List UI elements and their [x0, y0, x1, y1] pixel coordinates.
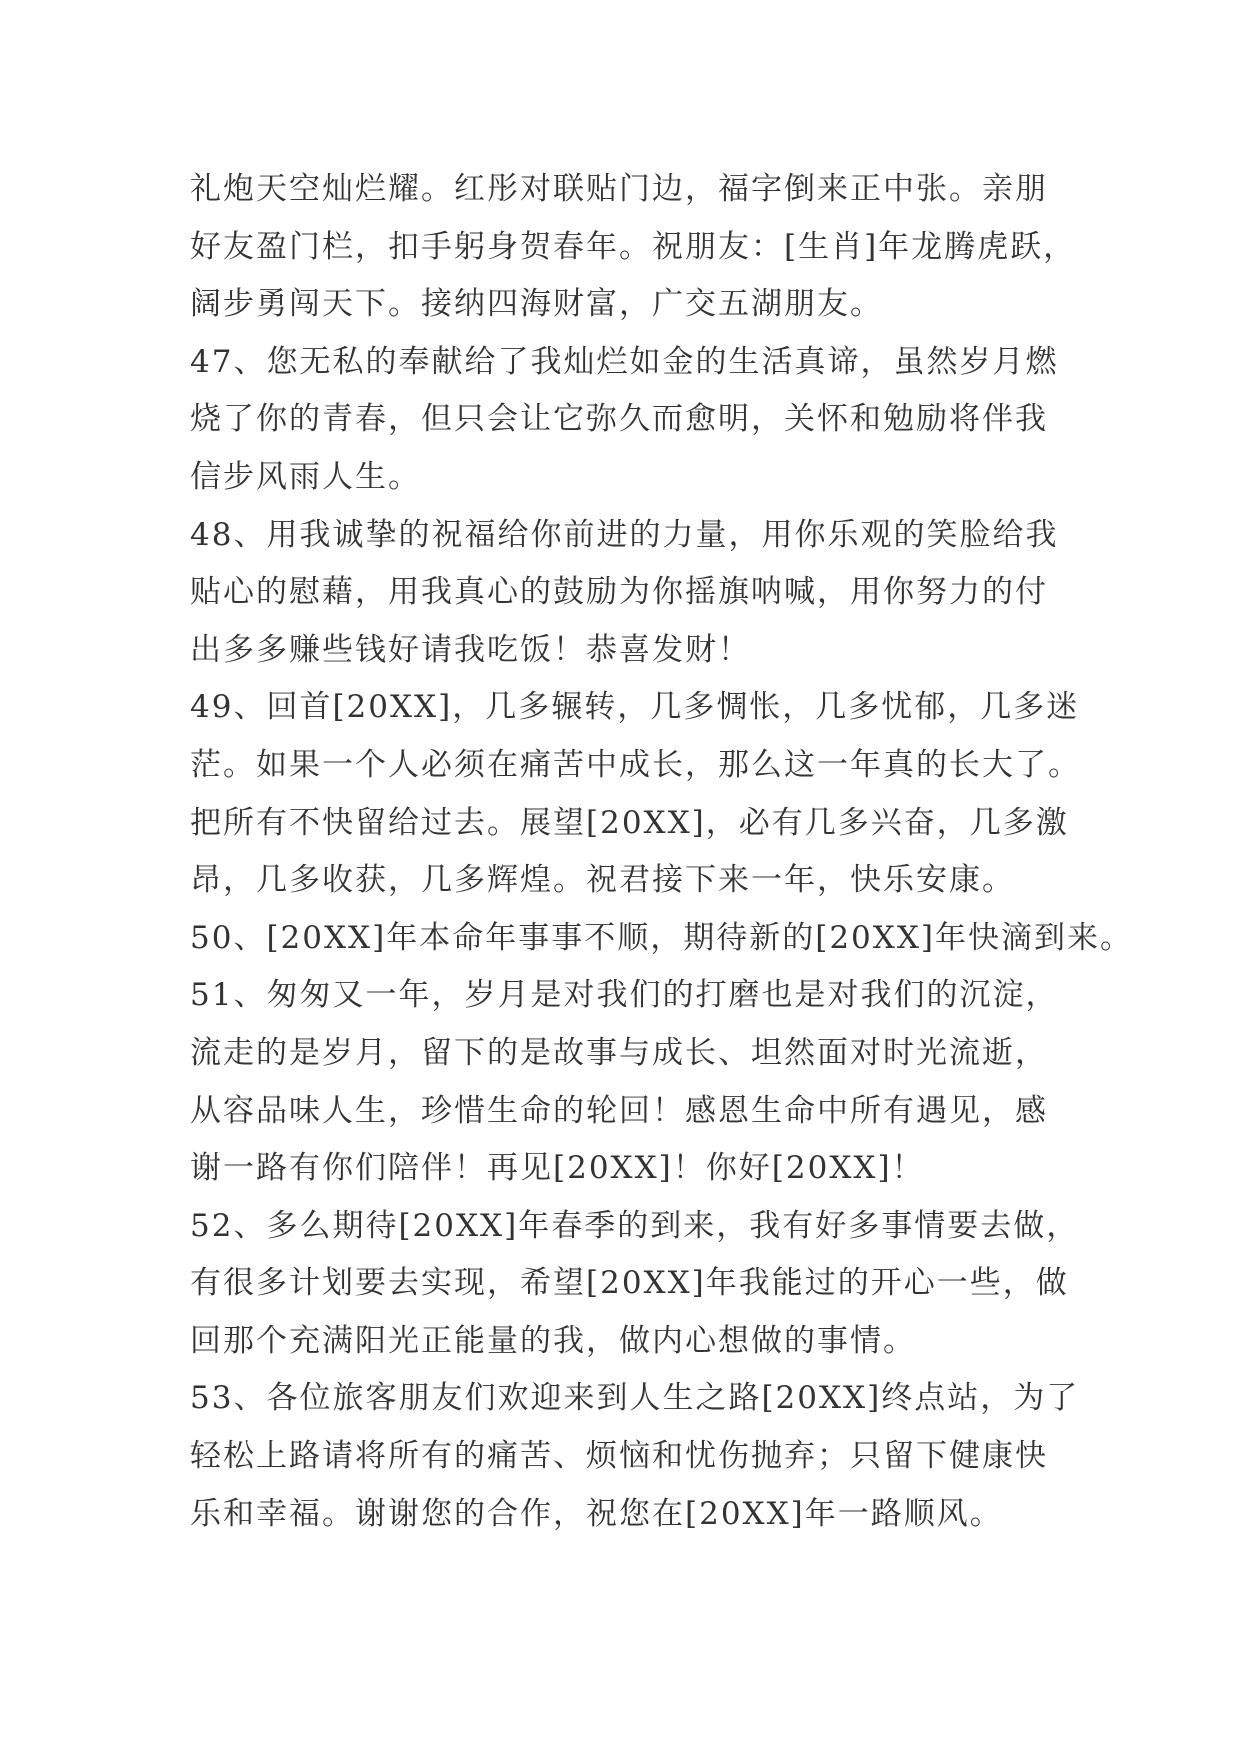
text-line: 茫。如果一个人必须在痛苦中成长，那么这一年真的长大了。: [190, 746, 1081, 783]
text-line: 50、[20XX]年本命年事事不顺，期待新的[20XX]年快滴到来。: [190, 919, 1133, 956]
text-line: 从容品味人生，珍惜生命的轮回！感恩生命中所有遇见，感: [190, 1092, 1048, 1129]
text-line: 流走的是岁月，留下的是故事与成长、坦然面对时光流逝，: [190, 1034, 1048, 1071]
text-line: 乐和幸福。谢谢您的合作，祝您在[20XX]年一路顺风。: [190, 1495, 1003, 1532]
text-line: 轻松上路请将所有的痛苦、烦恼和忧伤抛弃；只留下健康快: [190, 1438, 1048, 1475]
document-body-text: [190, 161, 1133, 1543]
text-line: 信步风雨人生。: [190, 458, 421, 495]
text-line: 53、各位旅客朋友们欢迎来到人生之路[20XX]终点站，为了: [190, 1380, 1080, 1417]
text-line: 谢一路有你们陪伴！再见[20XX]！你好[20XX]！: [190, 1150, 925, 1187]
text-line: 51、匆匆又一年，岁月是对我们的打磨也是对我们的沉淀，: [190, 977, 1059, 1014]
text-line: 烧了你的青春，但只会让它弥久而愈明，关怀和勉励将伴我: [190, 401, 1048, 438]
text-line: 好友盈门栏，扣手躬身贺春年。祝朋友：[生肖]年龙腾虎跃，: [190, 228, 1077, 265]
text-line: 礼炮天空灿烂耀。红彤对联贴门边，福字倒来正中张。亲朋: [190, 171, 1048, 207]
text-line: 47、您无私的奉献给了我灿烂如金的生活真谛，虽然岁月燃: [190, 343, 1059, 380]
text-line: 昂，几多收获，几多辉煌。祝君接下来一年，快乐安康。: [190, 862, 1015, 899]
text-line: 49、回首[20XX]，几多辗转，几多惆怅，几多忧郁，几多迷: [190, 689, 1080, 726]
text-line: 把所有不快留给过去。展望[20XX]，必有几多兴奋，几多激: [190, 804, 1069, 841]
text-line: 出多多赚些钱好请我吃饭！恭喜发财！: [190, 631, 751, 668]
text-line: 48、用我诚挚的祝福给你前进的力量，用你乐观的笑脸给我: [190, 516, 1059, 553]
text-line: 52、多么期待[20XX]年春季的到来，我有好多事情要去做，: [190, 1207, 1080, 1244]
text-line: 贴心的慰藉，用我真心的鼓励为你摇旗呐喊，用你努力的付: [190, 574, 1048, 611]
text-line: 阔步勇闯天下。接纳四海财富，广交五湖朋友。: [190, 286, 883, 323]
text-line: 回那个充满阳光正能量的我，做内心想做的事情。: [190, 1322, 916, 1359]
text-line: 有很多计划要去实现，希望[20XX]年我能过的开心一些，做: [190, 1265, 1069, 1302]
